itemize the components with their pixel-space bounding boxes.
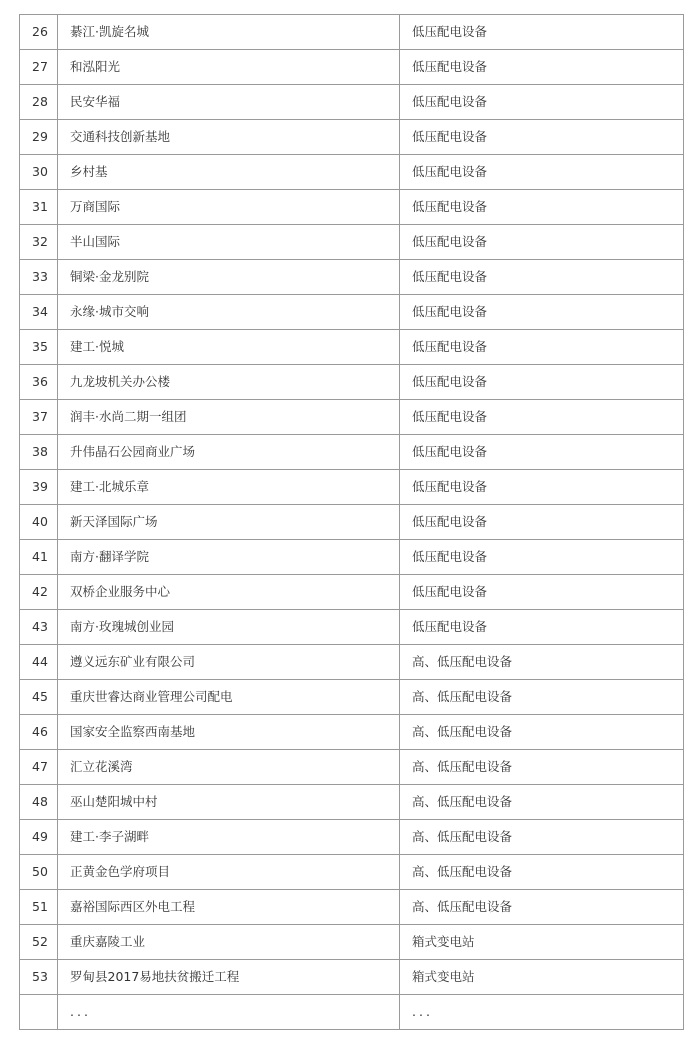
table-row bbox=[20, 400, 684, 435]
table-row bbox=[20, 85, 684, 120]
row-number-cell: 45 bbox=[20, 680, 58, 715]
equipment-type-cell: 箱式变电站 bbox=[400, 960, 684, 995]
table-row bbox=[20, 890, 684, 925]
equipment-type-cell: 低压配电设备 bbox=[400, 365, 684, 400]
table-row bbox=[20, 575, 684, 610]
project-name-cell: 綦江·凯旋名城 bbox=[58, 15, 400, 50]
row-number-cell: 31 bbox=[20, 190, 58, 225]
equipment-type-cell: 高、低压配电设备 bbox=[400, 890, 684, 925]
row-number-cell: 47 bbox=[20, 750, 58, 785]
project-name-cell: 永缘·城市交响 bbox=[58, 295, 400, 330]
project-name-cell: 罗甸县2017易地扶贫搬迁工程 bbox=[58, 960, 400, 995]
table-row bbox=[20, 925, 684, 960]
project-name-cell: 润丰·水尚二期一组团 bbox=[58, 400, 400, 435]
project-name-cell: 巫山楚阳城中村 bbox=[58, 785, 400, 820]
row-number-cell bbox=[20, 995, 58, 1030]
row-number-cell: 32 bbox=[20, 225, 58, 260]
table-row bbox=[20, 610, 684, 645]
equipment-type-cell: 低压配电设备 bbox=[400, 225, 684, 260]
table-row bbox=[20, 645, 684, 680]
row-number-cell: 29 bbox=[20, 120, 58, 155]
row-number-cell: 39 bbox=[20, 470, 58, 505]
project-name-cell: 交通科技创新基地 bbox=[58, 120, 400, 155]
project-name-cell: 重庆世睿达商业管理公司配电 bbox=[58, 680, 400, 715]
row-number-cell: 44 bbox=[20, 645, 58, 680]
equipment-type-cell: 高、低压配电设备 bbox=[400, 715, 684, 750]
equipment-type-cell: 低压配电设备 bbox=[400, 610, 684, 645]
row-number-cell: 27 bbox=[20, 50, 58, 85]
equipment-type-cell: 低压配电设备 bbox=[400, 435, 684, 470]
row-number-cell: 43 bbox=[20, 610, 58, 645]
table-row bbox=[20, 750, 684, 785]
table-row bbox=[20, 365, 684, 400]
table-row bbox=[20, 225, 684, 260]
equipment-type-cell: 低压配电设备 bbox=[400, 190, 684, 225]
project-name-cell: 九龙坡机关办公楼 bbox=[58, 365, 400, 400]
equipment-type-cell: 高、低压配电设备 bbox=[400, 645, 684, 680]
table-row bbox=[20, 995, 684, 1030]
row-number-cell: 34 bbox=[20, 295, 58, 330]
row-number-cell: 41 bbox=[20, 540, 58, 575]
equipment-type-cell: 低压配电设备 bbox=[400, 85, 684, 120]
table-row bbox=[20, 155, 684, 190]
project-name-cell: ... bbox=[58, 995, 400, 1030]
table-row bbox=[20, 295, 684, 330]
table-row bbox=[20, 715, 684, 750]
row-number-cell: 37 bbox=[20, 400, 58, 435]
project-name-cell: 民安华福 bbox=[58, 85, 400, 120]
table-row bbox=[20, 540, 684, 575]
row-number-cell: 33 bbox=[20, 260, 58, 295]
project-name-cell: 南方·玫瑰城创业园 bbox=[58, 610, 400, 645]
project-name-cell: 万商国际 bbox=[58, 190, 400, 225]
project-name-cell: 嘉裕国际西区外电工程 bbox=[58, 890, 400, 925]
table-row bbox=[20, 120, 684, 155]
row-number-cell: 49 bbox=[20, 820, 58, 855]
row-number-cell: 26 bbox=[20, 15, 58, 50]
row-number-cell: 35 bbox=[20, 330, 58, 365]
project-name-cell: 铜梁·金龙别院 bbox=[58, 260, 400, 295]
row-number-cell: 38 bbox=[20, 435, 58, 470]
project-name-cell: 新天泽国际广场 bbox=[58, 505, 400, 540]
project-table bbox=[19, 14, 684, 1030]
table-row bbox=[20, 785, 684, 820]
table-row bbox=[20, 50, 684, 85]
equipment-type-cell: 低压配电设备 bbox=[400, 295, 684, 330]
equipment-type-cell: 低压配电设备 bbox=[400, 120, 684, 155]
table-row bbox=[20, 855, 684, 890]
table-row bbox=[20, 470, 684, 505]
project-name-cell: 汇立花溪湾 bbox=[58, 750, 400, 785]
table-row bbox=[20, 505, 684, 540]
row-number-cell: 53 bbox=[20, 960, 58, 995]
row-number-cell: 28 bbox=[20, 85, 58, 120]
equipment-type-cell: ... bbox=[400, 995, 684, 1030]
project-name-cell: 建工·悦城 bbox=[58, 330, 400, 365]
equipment-type-cell: 高、低压配电设备 bbox=[400, 855, 684, 890]
table-row bbox=[20, 330, 684, 365]
row-number-cell: 52 bbox=[20, 925, 58, 960]
table-row bbox=[20, 260, 684, 295]
equipment-type-cell: 高、低压配电设备 bbox=[400, 820, 684, 855]
row-number-cell: 48 bbox=[20, 785, 58, 820]
equipment-type-cell: 箱式变电站 bbox=[400, 925, 684, 960]
project-name-cell: 正黄金色学府项目 bbox=[58, 855, 400, 890]
row-number-cell: 36 bbox=[20, 365, 58, 400]
equipment-type-cell: 低压配电设备 bbox=[400, 540, 684, 575]
equipment-type-cell: 低压配电设备 bbox=[400, 505, 684, 540]
equipment-type-cell: 高、低压配电设备 bbox=[400, 785, 684, 820]
row-number-cell: 30 bbox=[20, 155, 58, 190]
project-name-cell: 双桥企业服务中心 bbox=[58, 575, 400, 610]
table-row bbox=[20, 680, 684, 715]
table-row bbox=[20, 435, 684, 470]
table-row bbox=[20, 15, 684, 50]
equipment-type-cell: 低压配电设备 bbox=[400, 260, 684, 295]
project-name-cell: 乡村基 bbox=[58, 155, 400, 190]
project-name-cell: 建工·李子湖畔 bbox=[58, 820, 400, 855]
table-row bbox=[20, 960, 684, 995]
project-name-cell: 建工·北城乐章 bbox=[58, 470, 400, 505]
table-row bbox=[20, 820, 684, 855]
project-name-cell: 遵义远东矿业有限公司 bbox=[58, 645, 400, 680]
row-number-cell: 51 bbox=[20, 890, 58, 925]
row-number-cell: 50 bbox=[20, 855, 58, 890]
equipment-type-cell: 低压配电设备 bbox=[400, 155, 684, 190]
equipment-type-cell: 低压配电设备 bbox=[400, 330, 684, 365]
equipment-type-cell: 高、低压配电设备 bbox=[400, 680, 684, 715]
row-number-cell: 46 bbox=[20, 715, 58, 750]
equipment-type-cell: 低压配电设备 bbox=[400, 400, 684, 435]
equipment-type-cell: 高、低压配电设备 bbox=[400, 750, 684, 785]
row-number-cell: 40 bbox=[20, 505, 58, 540]
equipment-type-cell: 低压配电设备 bbox=[400, 15, 684, 50]
project-name-cell: 重庆嘉陵工业 bbox=[58, 925, 400, 960]
equipment-type-cell: 低压配电设备 bbox=[400, 575, 684, 610]
equipment-type-cell: 低压配电设备 bbox=[400, 50, 684, 85]
project-name-cell: 南方·翻译学院 bbox=[58, 540, 400, 575]
project-name-cell: 升伟晶石公园商业广场 bbox=[58, 435, 400, 470]
project-name-cell: 半山国际 bbox=[58, 225, 400, 260]
table-body bbox=[20, 15, 684, 1030]
equipment-type-cell: 低压配电设备 bbox=[400, 470, 684, 505]
table-row bbox=[20, 190, 684, 225]
project-name-cell: 国家安全监察西南基地 bbox=[58, 715, 400, 750]
project-name-cell: 和泓阳光 bbox=[58, 50, 400, 85]
row-number-cell: 42 bbox=[20, 575, 58, 610]
